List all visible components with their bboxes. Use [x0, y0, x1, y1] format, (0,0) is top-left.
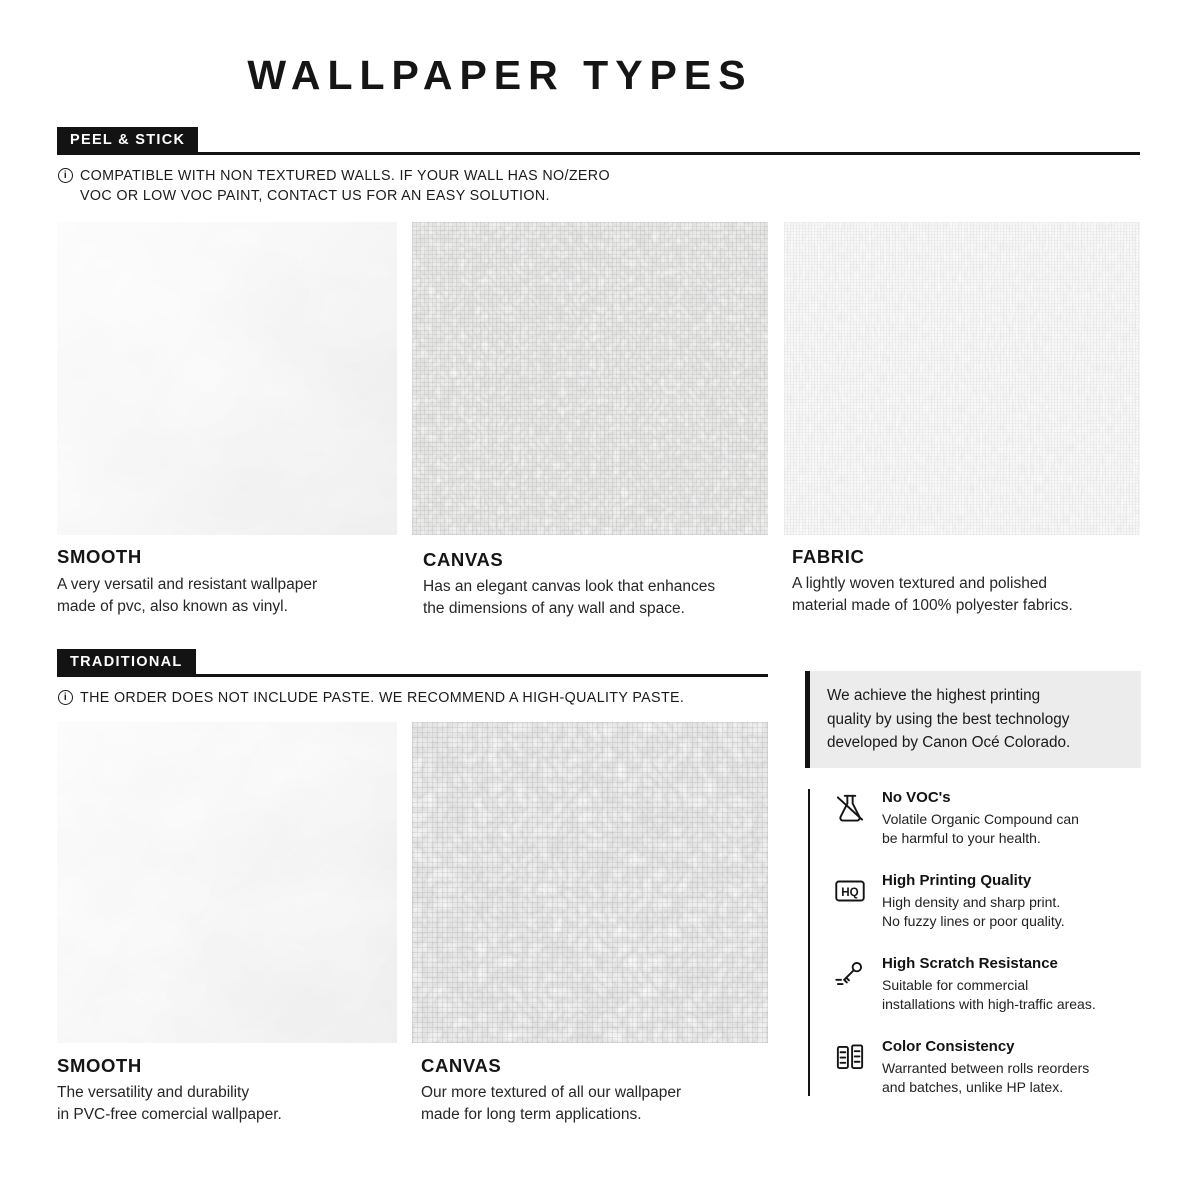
desc-line: Has an elegant canvas look that enhances [423, 578, 716, 595]
peel-note [58, 167, 610, 206]
desc-line: Suitable for commercial [882, 977, 1029, 993]
desc-line: be harmful to your health. [882, 829, 1041, 846]
svg-text:HQ: HQ [841, 885, 859, 899]
feature-no-voc [831, 789, 1148, 847]
feature-text [882, 872, 1065, 930]
desc-line: Our more textured of all our wallpaper [421, 1084, 682, 1101]
desc-line: Volatile Organic Compound can [882, 811, 1079, 827]
traditional-smooth-swatch [57, 722, 397, 1043]
key-scratch-icon [831, 955, 869, 993]
traditional-smooth-title: SMOOTH [57, 1055, 142, 1076]
texture-overlay [57, 722, 397, 1043]
traditional-smooth-desc [57, 1082, 282, 1125]
feature-desc [882, 976, 1096, 1013]
feature-title: High Scratch Resistance [882, 955, 1058, 972]
desc-line: made for long term applications. [421, 1105, 642, 1123]
peel-canvas-swatch [412, 222, 768, 535]
desc-line: The versatility and durability [57, 1084, 250, 1101]
peel-fabric-desc [792, 573, 1073, 616]
peel-canvas-desc [423, 576, 715, 619]
traditional-note [58, 689, 684, 709]
texture-overlay [412, 722, 768, 1043]
no-voc-icon [831, 789, 869, 827]
traditional-note-text [80, 689, 684, 709]
traditional-section-header [57, 648, 768, 677]
feature-desc [882, 893, 1065, 930]
traditional-canvas-title: CANVAS [421, 1055, 502, 1076]
peel-note-text [80, 167, 610, 206]
traditional-canvas-swatch [412, 722, 768, 1043]
desc-line: and batches, unlike HP latex. [882, 1078, 1064, 1095]
desc-line: Warranted between rolls reorders [882, 1060, 1090, 1076]
info-icon: i [58, 690, 73, 705]
peel-smooth-swatch [57, 222, 397, 535]
peel-fabric-title: FABRIC [792, 546, 865, 567]
note-line: THE ORDER DOES NOT INCLUDE PASTE. WE RECOMMEND A HIGH-QUALITY PASTE. [80, 690, 685, 706]
note-line: COMPATIBLE WITH NON TEXTURED WALLS. IF YOUR WALL HAS NO/ZERO [80, 168, 610, 184]
peel-section-badge: PEEL & STICK [57, 127, 198, 152]
quote-line: We achieve the highest printing [827, 687, 1041, 704]
desc-line: made of pvc, also known as vinyl. [57, 597, 288, 615]
traditional-section-badge: TRADITIONAL [57, 649, 196, 674]
quote-line: developed by Canon Océ Colorado. [827, 734, 1071, 751]
feature-desc [882, 810, 1079, 847]
hq-badge-icon [831, 872, 869, 910]
texture-overlay [57, 222, 397, 535]
color-swatchbook-icon [831, 1038, 869, 1076]
desc-line: A lightly woven textured and polished [792, 575, 1048, 592]
feature-text [882, 1038, 1089, 1096]
feature-high-printing-quality [831, 872, 1148, 930]
info-icon: i [58, 168, 73, 183]
quote-line: quality by using the best technology [827, 710, 1070, 728]
texture-overlay [784, 222, 1140, 535]
feature-title: Color Consistency [882, 1038, 1015, 1055]
quality-quote [805, 671, 1141, 768]
note-line: VOC OR LOW VOC PAINT, CONTACT US FOR AN EASY SOLUTION. [80, 187, 550, 204]
desc-line: A very versatil and resistant wallpaper [57, 576, 318, 593]
desc-line: the dimensions of any wall and space. [423, 599, 685, 617]
feature-text [882, 955, 1096, 1013]
peel-canvas-title: CANVAS [423, 549, 504, 570]
peel-section-header [57, 126, 1140, 155]
feature-desc [882, 1059, 1089, 1096]
feature-text [882, 789, 1079, 847]
page-title: WALLPAPER TYPES [247, 52, 753, 98]
feature-color-consistency [831, 1038, 1148, 1096]
desc-line: material made of 100% polyester fabrics. [792, 596, 1073, 614]
features-list [808, 789, 1148, 1096]
feature-title: High Printing Quality [882, 872, 1032, 889]
texture-overlay [412, 222, 768, 535]
peel-smooth-title: SMOOTH [57, 546, 142, 567]
feature-scratch-resistance [831, 955, 1148, 1013]
feature-title: No VOC's [882, 789, 951, 806]
desc-line: installations with high-traffic areas. [882, 995, 1096, 1012]
desc-line: No fuzzy lines or poor quality. [882, 912, 1065, 929]
traditional-canvas-desc [421, 1082, 681, 1125]
desc-line: in PVC-free comercial wallpaper. [57, 1105, 282, 1123]
peel-fabric-swatch [784, 222, 1140, 535]
desc-line: High density and sharp print. [882, 894, 1061, 910]
peel-smooth-desc [57, 574, 317, 617]
